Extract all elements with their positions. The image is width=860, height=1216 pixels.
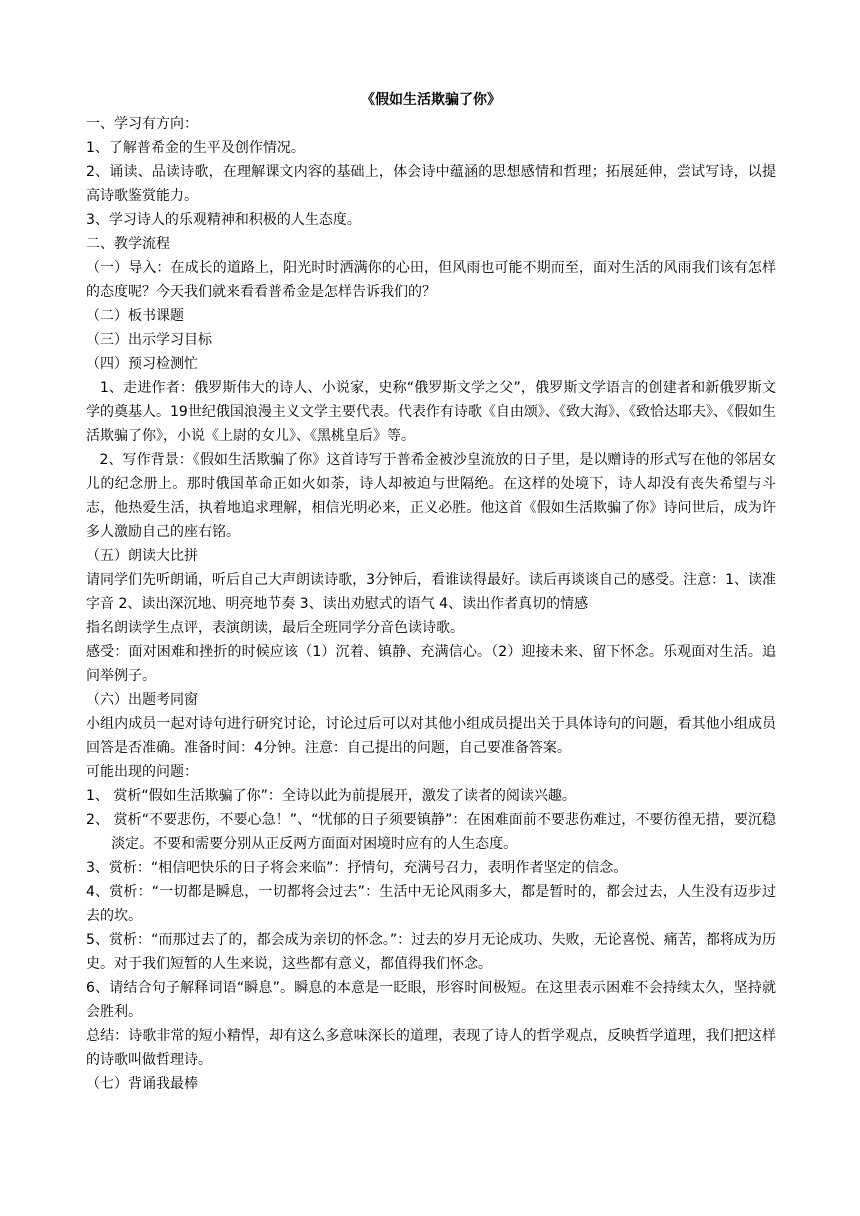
question-item: 1、 赏析“假如生活欺骗了你”：全诗以此为前提展开，激发了读者的阅读兴趣。 — [86, 788, 576, 804]
document-page — [86, 88, 776, 1096]
question-item: 6、请结合句子解释词语“瞬息”。瞬息的本意是一眨眼，形容时间极短。在这里表示困难不会持续太久，坚持就会胜利。 — [86, 980, 776, 1020]
step-heading: （四）预习检测忙 — [86, 356, 198, 372]
question-item: 4、赏析：“一切都是瞬息，一切都将会过去”：生活中无论风雨多大，都是暂时的，都会过去，人生没有迈步过去的坎。 — [86, 884, 776, 924]
reading-feeling: 感受：面对困难和挫折的时候应该（1）沉着、镇静、充满信心。（2）迎接未来、留下怀念。乐观面对生活。追问举例子。 — [86, 644, 776, 684]
step-heading: （六）出题考同窗 — [86, 692, 198, 708]
question-item: 3、赏析：“相信吧快乐的日子将会来临”：抒情句，充满号召力，表明作者坚定的信念。 — [86, 860, 628, 876]
summary-paragraph: 总结：诗歌非常的短小精悍，却有这么多意味深长的道理，表现了诗人的哲学观点，反映哲学道理，我们把这样的诗歌叫做哲理诗。 — [86, 1028, 776, 1068]
possible-questions-heading: 可能出现的问题： — [86, 764, 198, 780]
section-heading-objectives: 一、学习有方向： — [86, 116, 198, 132]
question-item: 2、 赏析“不要悲伤，不要心急！”、“忧郁的日子须要镇静”：在困难面前不要悲伤难过，不要彷徨无措，要沉稳淡定。不要和需要分别从正反两方面面对困境时应有的人生态度。 — [86, 812, 776, 852]
objective-item: 2、诵读、品读诗歌，在理解课文内容的基础上，体会诗中蕴涵的思想感情和哲理；拓展延伸，尝试写诗，以提高诗歌鉴赏能力。 — [86, 164, 776, 204]
step-heading: （三）出示学习目标 — [86, 332, 212, 348]
step-heading: （二）板书课题 — [86, 308, 184, 324]
step-heading: （五）朗读大比拼 — [86, 548, 198, 564]
objective-item: 3、学习诗人的乐观精神和积极的人生态度。 — [86, 212, 361, 228]
author-intro-paragraph: 1、走进作者：俄罗斯伟大的诗人、小说家，史称“俄罗斯文学之父”，俄罗斯文学语言的创建者和新俄罗斯文学的奠基人。19世纪俄国浪漫主义文学主要代表。代表作有诗歌《自由颂》、《致大海》、《致恰达耶夫》、《假如生活欺骗了你》，小说《上尉的女儿》、《黑桃皇后》等。 — [86, 380, 776, 444]
step-heading: （七）背诵我最棒 — [86, 1076, 198, 1092]
step-introduction: （一）导入：在成长的道路上，阳光时时洒满你的心田，但风雨也可能不期而至，面对生活的风雨我们该有怎样的态度呢？今天我们就来看看普希金是怎样告诉我们的？ — [86, 260, 776, 300]
reading-activity: 指名朗读学生点评，表演朗读，最后全班同学分音色读诗歌。 — [86, 620, 464, 636]
section-heading-process: 二、教学流程 — [86, 236, 170, 252]
document-title: 《假如生活欺骗了你》 — [361, 92, 501, 108]
question-item: 5、赏析：“而那过去了的，都会成为亲切的怀念。”：过去的岁月无论成功、失败，无论喜悦、痛苦，都将成为历史。对于我们短暂的人生来说，这些都有意义，都值得我们怀念。 — [86, 932, 776, 972]
objective-item: 1、了解普希金的生平及创作情况。 — [86, 140, 305, 156]
group-discussion: 小组内成员一起对诗句进行研究讨论，讨论过后可以对其他小组成员提出关于具体诗句的问题，看其他小组成员回答是否准确。准备时间：4分钟。注意：自己提出的问题，自己要准备答案。 — [86, 716, 776, 756]
reading-instructions: 请同学们先听朗诵，听后自己大声朗读诗歌，3分钟后，看谁读得最好。读后再谈谈自己的感受。注意：1、读准字音 2、读出深沉地、明亮地节奏 3、读出劝慰式的语气 4、读出作者真切的情感 — [86, 572, 776, 612]
background-paragraph: 2、写作背景：《假如生活欺骗了你》这首诗写于普希金被沙皇流放的日子里，是以赠诗的形式写在他的邻居女儿的纪念册上。那时俄国革命正如火如荼，诗人却被迫与世隔绝。在这样的处境下，诗人却没有丧失希望与斗志，他热爱生活，执着地追求理解，相信光明必来，正义必胜。他这首《假如生活欺骗了你》诗问世后，成为许多人激励自己的座右铭。 — [86, 452, 776, 540]
